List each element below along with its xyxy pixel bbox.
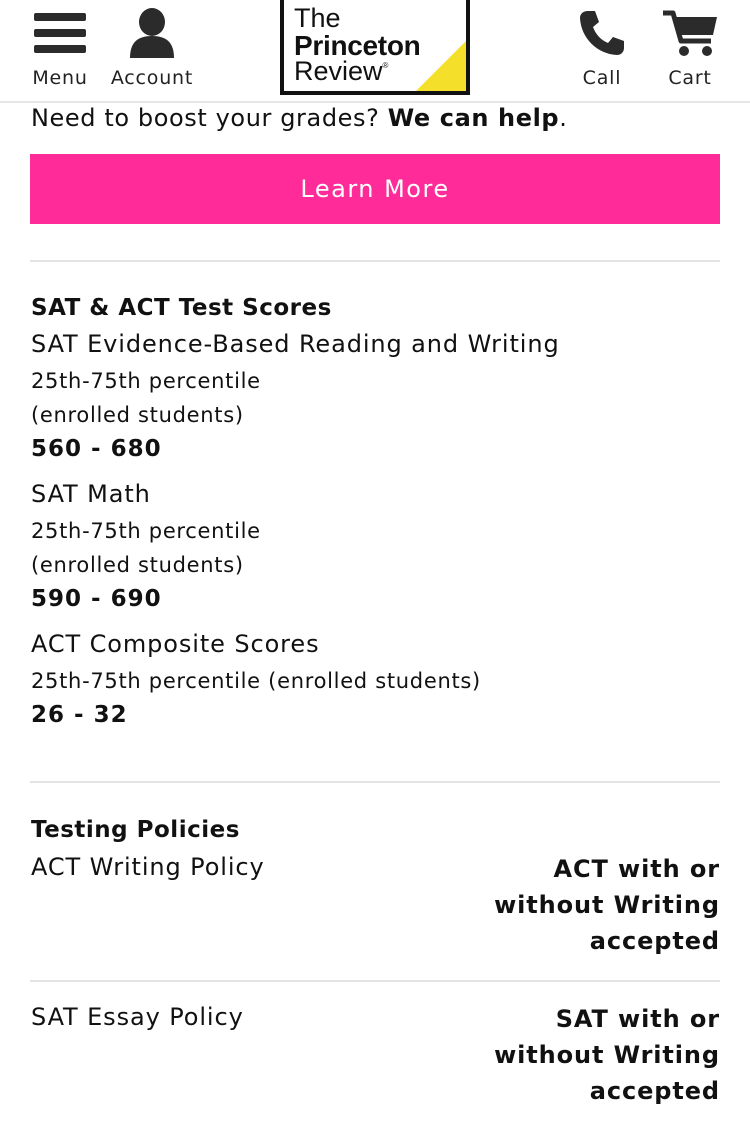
- logo-line-2: Princeton: [294, 30, 421, 61]
- hamburger-icon: [33, 0, 87, 66]
- act-writing-policy-value: ACT with or without Writing accepted: [494, 855, 720, 955]
- promo-text: Need to boost your grades? We can help.: [31, 104, 568, 132]
- call-label: Call: [582, 67, 622, 89]
- logo-line-1: The: [294, 3, 341, 33]
- sat-math-title: SAT Math: [31, 480, 151, 508]
- divider: [30, 260, 720, 262]
- learn-more-button[interactable]: Learn More: [30, 154, 720, 224]
- sat-essay-policy-label: SAT Essay Policy: [31, 1003, 244, 1031]
- call-button[interactable]: [566, 0, 638, 100]
- cart-button[interactable]: [652, 0, 728, 100]
- act-writing-policy-label: ACT Writing Policy: [31, 853, 265, 881]
- sat-math-percentile: 25th-75th percentile: [31, 519, 261, 543]
- account-button[interactable]: [106, 0, 198, 100]
- sat-ebrw-range: 560 - 680: [31, 436, 162, 462]
- menu-button[interactable]: [24, 0, 96, 100]
- sat-ebrw-percentile: 25th-75th percentile: [31, 369, 261, 393]
- testing-policies-title: Testing Policies: [31, 817, 240, 843]
- cart-icon: [661, 0, 719, 66]
- sat-ebrw-title: SAT Evidence-Based Reading and Writing: [31, 330, 560, 358]
- divider: [30, 980, 720, 982]
- sat-math-range: 590 - 690: [31, 586, 162, 612]
- sat-ebrw-enrolled: (enrolled students): [31, 403, 244, 427]
- test-scores-title: SAT & ACT Test Scores: [31, 295, 332, 321]
- sat-essay-policy-value: SAT with or without Writing accepted: [494, 1005, 720, 1105]
- site-header: [0, 0, 750, 103]
- account-label: Account: [110, 67, 194, 89]
- act-composite-range: 26 - 32: [31, 702, 128, 728]
- sat-math-enrolled: (enrolled students): [31, 553, 244, 577]
- princeton-review-logo[interactable]: [280, 0, 470, 95]
- menu-label: Menu: [32, 67, 88, 89]
- logo-yellow-corner: [416, 41, 466, 91]
- act-composite-title: ACT Composite Scores: [31, 630, 320, 658]
- phone-icon: [577, 0, 627, 66]
- divider: [30, 781, 720, 783]
- cart-label: Cart: [668, 67, 712, 89]
- user-icon: [128, 0, 176, 66]
- logo-line-3: Review®: [294, 56, 389, 86]
- promo-emphasis: We can help: [387, 104, 560, 132]
- act-composite-percentile: 25th-75th percentile (enrolled students): [31, 669, 481, 693]
